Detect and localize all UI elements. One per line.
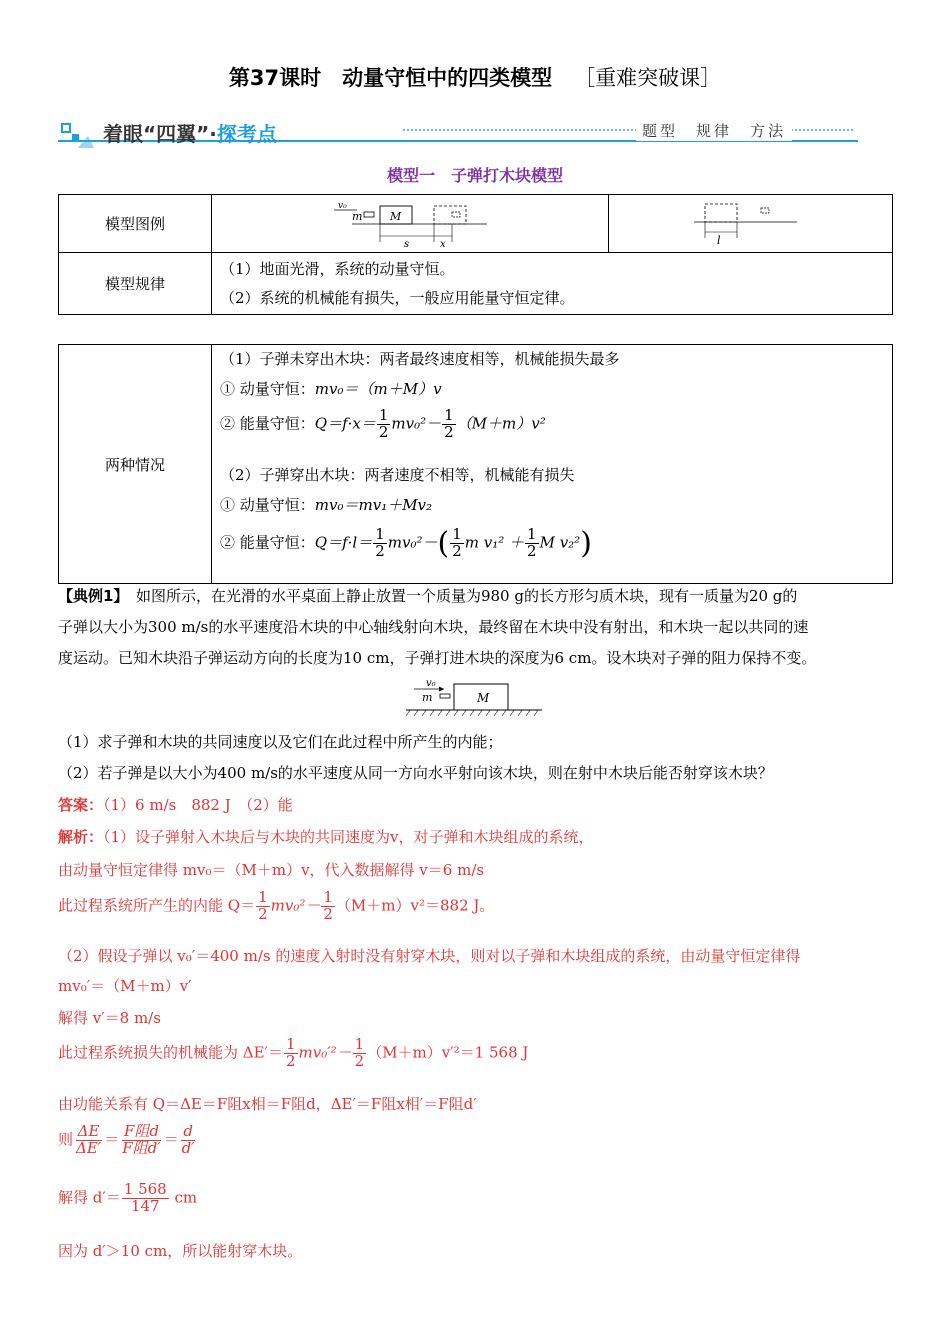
rules-cell — [212, 253, 893, 315]
frac-den: d′ — [181, 1138, 195, 1157]
answer-line — [58, 794, 293, 815]
analysis-line-1 — [58, 826, 594, 847]
case2-energy-mid: mv₀²－ — [387, 533, 438, 552]
example-figure — [400, 676, 550, 720]
example-m-label: m — [422, 691, 433, 704]
example-line-1: 如图所示，在光滑的水平桌面上静止放置一个质量为980 g的长方形匀质木块，现有一质量为20 g的 — [120, 587, 798, 605]
banner-heading-text: 着眼“四翼”· — [103, 122, 217, 146]
frac-den: 2 — [323, 904, 333, 923]
example-line-2: 子弹以大小为300 m/s的水平速度沿木块的中心轴线射向木块，最终留在木块中没有射出，和木块一起以共同的速 — [58, 618, 809, 636]
banner-heading-highlight: 探考点 — [216, 122, 277, 146]
example-M-label: M — [477, 691, 490, 705]
analysis-l3-mid: mv₀²－ — [270, 896, 321, 915]
diagram-v0-label: v₀ — [338, 200, 347, 211]
frac-den: 2 — [375, 542, 385, 560]
rule-2: （2）系统的机械能有损失，一般应用能量守恒定律。 — [220, 288, 575, 307]
fraction-half — [284, 1037, 298, 1070]
analysis-line-3 — [58, 890, 494, 923]
title-tag: ［重难突破课］ — [574, 66, 722, 90]
analysis-line-8: 由功能关系有 Q＝ΔE＝F阻x相＝F阻d，ΔE′＝F阻x相′＝F阻d′ — [58, 1095, 477, 1113]
analysis-l1: （1）设子弹射入木块后与木块的共同速度为v，对子弹和木块组成的系统， — [103, 828, 594, 846]
frac-den: 2 — [378, 422, 389, 441]
answer-label: 答案： — [58, 796, 104, 814]
analysis-line-7 — [58, 1037, 528, 1070]
frac-num: 1 — [258, 888, 268, 906]
example-line-3: 度运动。已知木块沿子弹运动方向的长度为10 cm，子弹打进木块的深度为6 cm。设木块对子弹的阻力保持不变。 — [58, 649, 817, 667]
model-table — [58, 194, 893, 315]
fraction-result — [122, 1182, 169, 1215]
frac-den: 2 — [444, 422, 454, 441]
analysis-l10-unit: cm — [174, 1188, 198, 1207]
case1-momentum — [220, 378, 442, 399]
big-paren-left: ( — [437, 526, 450, 561]
case2-momentum — [220, 494, 432, 515]
frac-num: ΔE — [77, 1122, 100, 1140]
example-v0-label: v₀ — [426, 678, 436, 689]
bullet-block-diagram-1 — [212, 196, 608, 252]
analysis-line-9 — [58, 1124, 198, 1157]
fraction-half — [525, 527, 539, 560]
case1-energy-label: ② 能量守恒： — [220, 414, 315, 433]
case1-momentum-eq: mv₀＝（m＋M）v — [314, 380, 442, 398]
diagram-m-label: m — [352, 209, 363, 223]
row-label-rules: 模型规律 — [59, 253, 212, 315]
analysis-l7-end: （M＋m）v′²＝1 568 J — [367, 1043, 529, 1062]
frac-num: 1 — [285, 1035, 296, 1053]
frac-num: 1 — [378, 406, 389, 424]
banner-decoration-icon — [58, 118, 98, 150]
diagram-x-label: x — [440, 238, 446, 250]
model-title: 模型一 子弹打木块模型 — [386, 166, 563, 185]
fraction-half — [450, 527, 464, 560]
case2-desc: （2）子弹穿出木块：两者速度不相等，机械能有损失 — [220, 466, 575, 484]
analysis-line-2: 由动量守恒定律得 mv₀＝（M＋m）v，代入数据解得 v＝6 m/s — [58, 861, 485, 879]
frac-num: d — [183, 1122, 193, 1140]
case2-energy-label: ② 能量守恒： — [220, 533, 315, 552]
analysis-l7-pre: 此过程系统损失的机械能为 ΔE′＝ — [58, 1043, 283, 1062]
frac-num: 1 — [444, 406, 454, 424]
frac-num: 1 — [452, 525, 462, 544]
question-2: （2）若子弹是以大小为400 m/s的水平速度从同一方向水平射向该木块，则在射中木块后能否射穿该木块？ — [58, 764, 773, 782]
fraction-half — [377, 408, 391, 441]
frac-den: 147 — [130, 1196, 160, 1215]
bullet-block-diagram-2 — [609, 196, 875, 252]
diagram-s-label: s — [404, 238, 410, 250]
frac-den: 2 — [285, 1051, 296, 1070]
analysis-line-6: 解得 v′＝8 m/s — [58, 1009, 161, 1027]
fraction-half — [256, 890, 270, 923]
frac-den: 2 — [258, 904, 268, 923]
rule-1: （1）地面光滑，系统的动量守恒。 — [220, 259, 455, 278]
fraction-depth-ratio — [180, 1124, 197, 1157]
case2-energy-lhs: Q＝f·l＝ — [314, 533, 373, 552]
frac-num: 1 568 — [123, 1180, 167, 1198]
fraction-half — [321, 890, 335, 923]
row-label-diagram: 模型图例 — [59, 195, 212, 253]
answer-text: （1）6 m/s 882 J （2）能 — [103, 796, 293, 814]
case1-energy — [220, 408, 546, 441]
case1-energy-mid: mv₀²－ — [391, 414, 442, 433]
fraction-half — [353, 1037, 367, 1070]
analysis-line-10 — [58, 1182, 197, 1215]
title-main: 第37课时 动量守恒中的四类模型 — [228, 66, 553, 90]
frac-num: F阻d — [123, 1122, 159, 1140]
diagram-cell-2 — [609, 195, 893, 253]
diagram-M-label: M — [390, 209, 402, 223]
table-row — [59, 195, 893, 253]
frac-num: 1 — [375, 525, 385, 544]
equals-sign: ＝ — [104, 1130, 120, 1149]
case2-momentum-eq: mv₀＝mv₁＋Mv₂ — [314, 496, 433, 514]
case2-energy-term2: M v₂² — [539, 533, 581, 552]
page-title — [0, 62, 950, 92]
case1-energy-end: （M＋m）v² — [456, 414, 546, 433]
banner-heading — [103, 118, 277, 147]
case2-energy — [220, 526, 592, 561]
case1-desc: （1）子弹未穿出木块：两者最终速度相等，机械能损失最多 — [220, 350, 620, 368]
example-tag: 【典例1】 — [58, 587, 121, 605]
row-label-cases: 两种情况 — [59, 345, 212, 584]
analysis-l7-mid: mv₀′²－ — [298, 1043, 352, 1062]
equals-sign: ＝ — [163, 1130, 179, 1149]
analysis-l10-pre: 解得 d′＝ — [58, 1188, 121, 1207]
frac-den: 2 — [527, 542, 537, 560]
frac-num: 1 — [323, 888, 333, 906]
case1-momentum-label: ① 动量守恒： — [220, 380, 315, 398]
analysis-l3-pre: 此过程系统所产生的内能 Q＝ — [58, 896, 256, 915]
analysis-l3-end: （M＋m）v²＝882 J。 — [335, 896, 495, 915]
table-row — [59, 253, 893, 315]
case1-energy-lhs: Q＝f·x＝ — [314, 414, 376, 433]
diagram-cell-1 — [212, 195, 609, 253]
frac-den: 2 — [354, 1051, 365, 1070]
frac-num: 1 — [354, 1035, 365, 1053]
section-banner — [58, 112, 858, 152]
diagram-l-label: l — [717, 233, 721, 247]
case2-momentum-label: ① 动量守恒： — [220, 496, 315, 514]
frac-den: F阻d′ — [122, 1138, 161, 1157]
fraction-half — [442, 408, 456, 441]
analysis-line-11: 因为 d′＞10 cm，所以能射穿木块。 — [58, 1242, 303, 1260]
fraction-half — [373, 527, 387, 560]
fraction-energy-ratio — [74, 1124, 103, 1157]
banner-right-text: 题型 规律 方法 — [636, 120, 792, 141]
question-1: （1）求子弹和木块的共同速度以及它们在此过程中所产生的内能； — [58, 733, 503, 751]
frac-den: 2 — [452, 542, 462, 560]
fraction-force-ratio — [120, 1124, 162, 1157]
analysis-l9-pre: 则 — [58, 1130, 74, 1149]
frac-den: ΔE′ — [76, 1138, 102, 1157]
big-paren-right: ) — [580, 526, 592, 561]
analysis-line-4: （2）假设子弹以 v₀′＝400 m/s 的速度入射时没有射穿木块，则对以子弹和木块组成的系统，由动量守恒定律得 — [58, 947, 801, 965]
case2-energy-term1: m v₁² ＋ — [464, 533, 525, 552]
analysis-line-5: mv₀′＝（M＋m）v′ — [58, 977, 192, 995]
analysis-label: 解析： — [58, 828, 104, 846]
example-text — [58, 581, 894, 674]
frac-num: 1 — [527, 525, 537, 544]
